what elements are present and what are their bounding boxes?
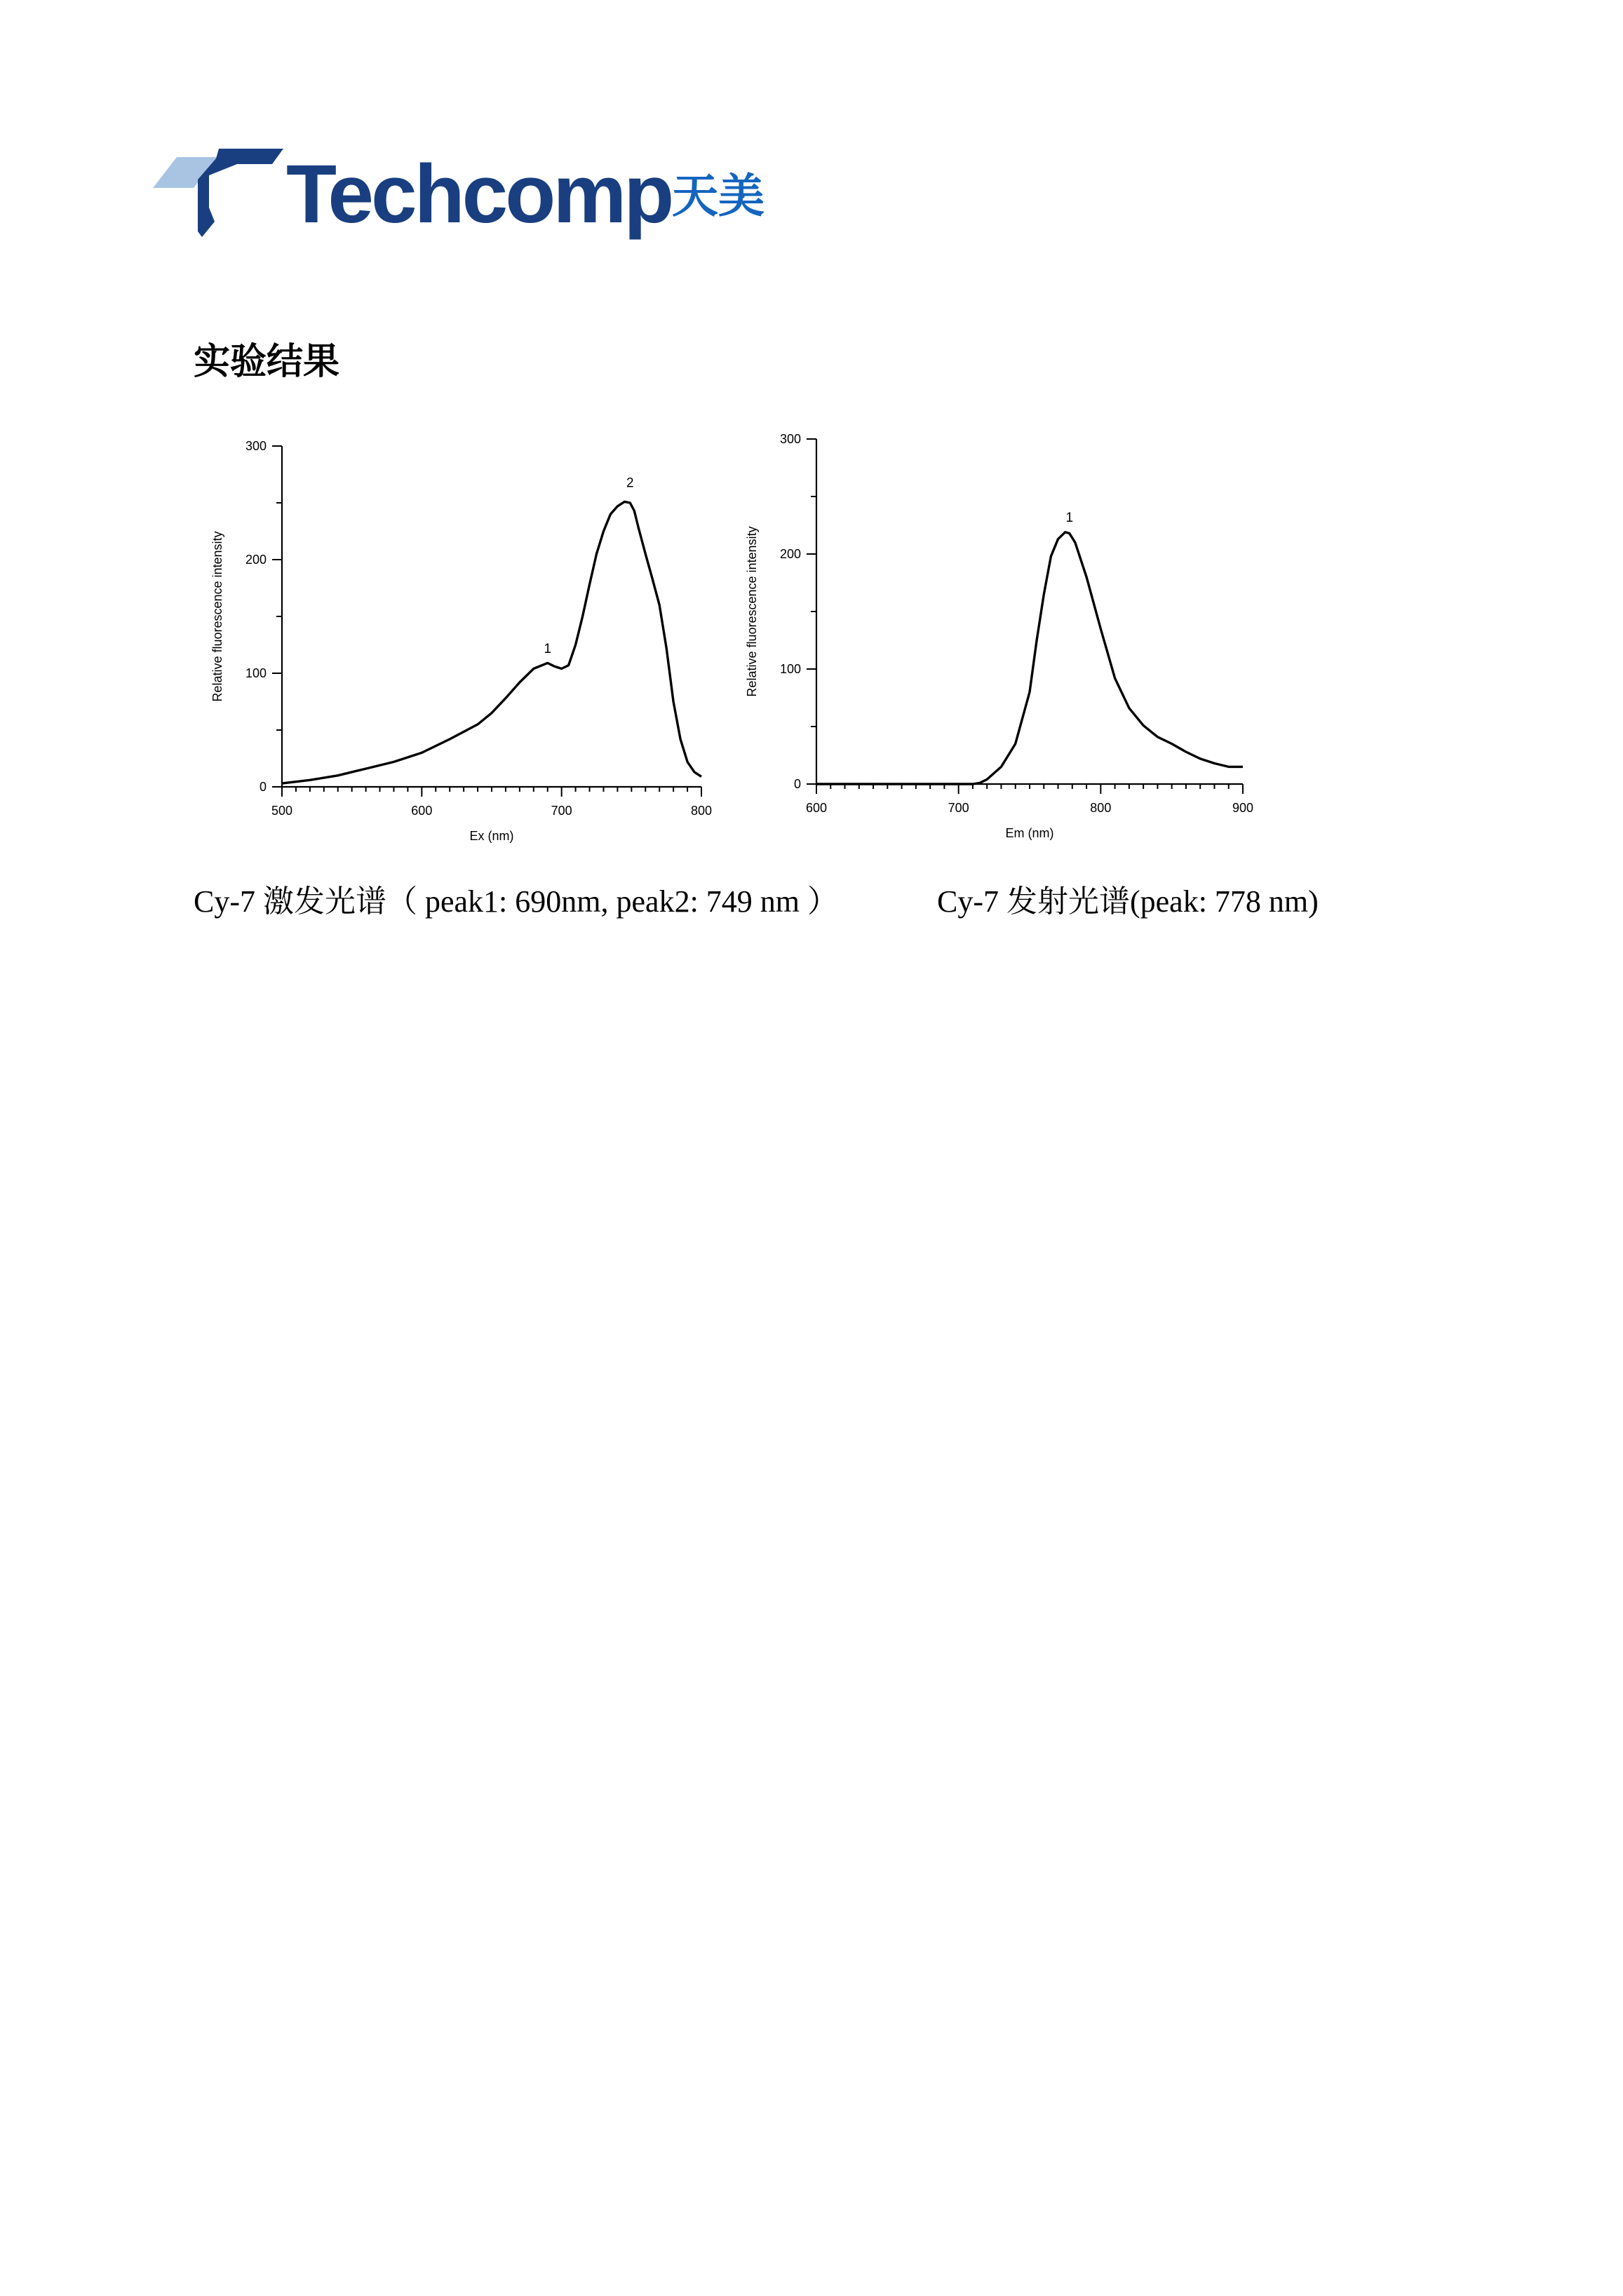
- x-tick-label: 800: [1090, 801, 1112, 815]
- logo-text: Techcomp: [286, 148, 672, 241]
- spectrum-line: [816, 532, 1243, 784]
- techcomp-logo: [153, 149, 784, 240]
- x-tick-label: 800: [690, 804, 713, 818]
- peak-label: 1: [1065, 511, 1074, 526]
- y-tick-label: 200: [245, 553, 267, 567]
- excitation-spectrum-chart: [194, 421, 727, 856]
- logo-mark-icon: [153, 149, 286, 240]
- x-tick-label: 700: [948, 801, 969, 815]
- x-tick-label: 900: [1232, 801, 1254, 815]
- y-tick-label: 0: [793, 777, 801, 791]
- y-axis-title: Relative fluorescence intensity: [210, 531, 224, 702]
- x-axis-title: Ex (nm): [469, 829, 514, 843]
- logo-cn-text: 天美: [672, 169, 765, 223]
- y-tick-label: 100: [245, 666, 267, 680]
- y-tick-label: 100: [779, 662, 801, 676]
- section-heading: 实验结果: [194, 341, 340, 383]
- x-tick-label: 600: [805, 801, 828, 815]
- x-tick-label: 700: [551, 804, 572, 818]
- y-tick-label: 300: [779, 432, 801, 446]
- y-tick-label: 0: [259, 780, 267, 794]
- x-tick-label: 600: [411, 804, 433, 818]
- emission-caption: Cy-7 发射光谱(peak: 778 nm): [937, 884, 1319, 919]
- excitation-caption: Cy-7 激发光谱（ peak1: 690nm, peak2: 749 nm ）: [194, 884, 839, 919]
- x-axis-title: Em (nm): [1005, 826, 1054, 840]
- emission-spectrum-chart: [729, 415, 1291, 850]
- y-tick-label: 300: [245, 439, 267, 453]
- spectrum-line: [282, 501, 701, 783]
- x-tick-label: 500: [271, 804, 293, 818]
- peak-label: 2: [626, 475, 634, 491]
- y-tick-label: 200: [779, 547, 801, 561]
- peak-label: 1: [544, 641, 552, 656]
- y-axis-title: Relative fluorescence intensity: [745, 526, 759, 697]
